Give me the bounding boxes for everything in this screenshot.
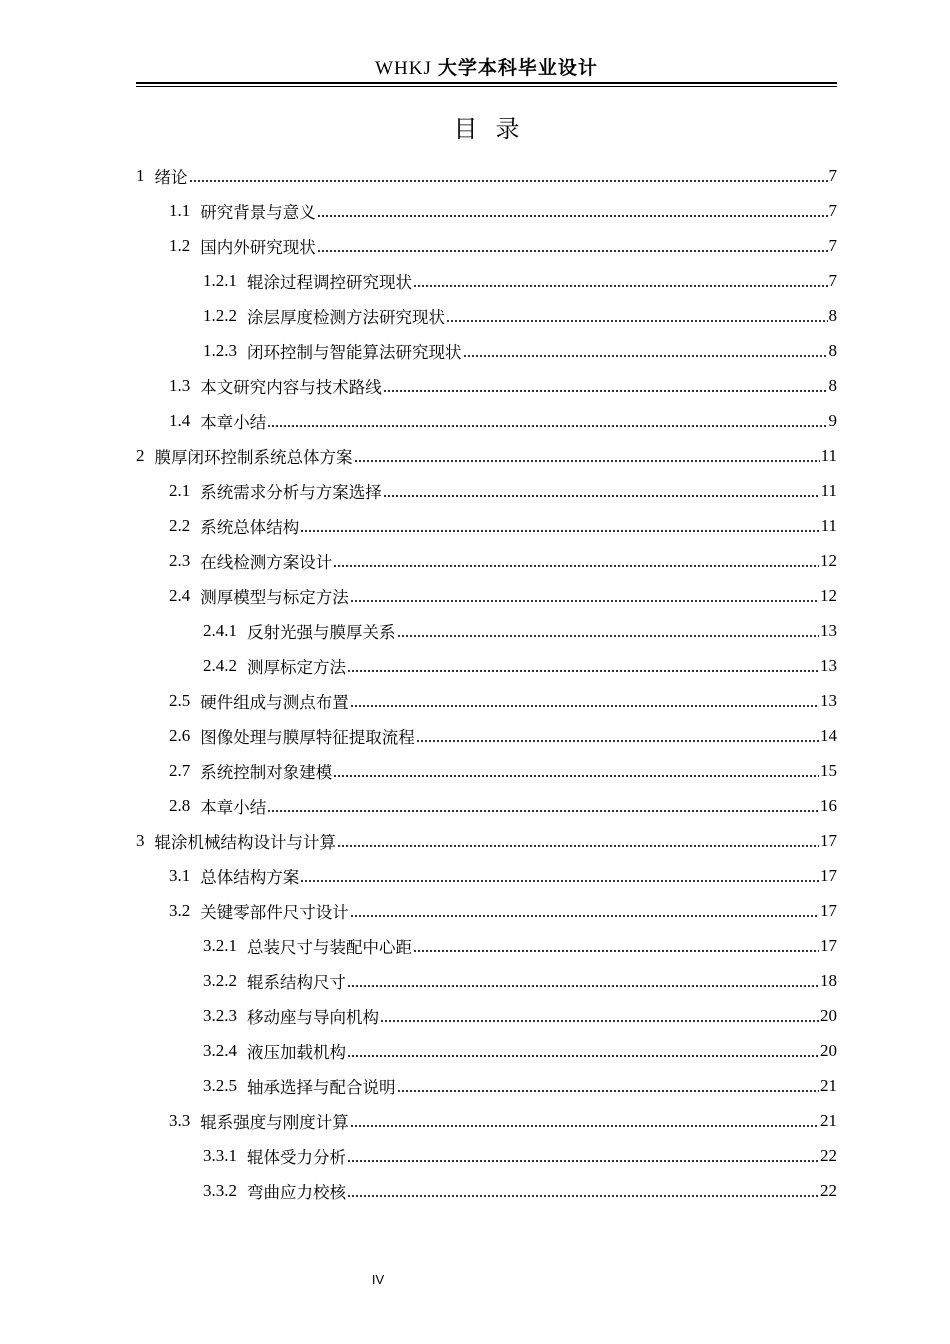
toc-entry-title: 辊体受力分析 — [247, 1147, 346, 1167]
toc-entry[interactable] — [136, 578, 837, 613]
toc-leader-dots — [347, 1182, 819, 1199]
page-number: IV — [371, 1272, 385, 1287]
toc-entry-page: 20 — [820, 1005, 837, 1025]
toc-leader-dots — [337, 832, 819, 849]
toc-leader-dots — [397, 1077, 820, 1094]
toc-entry-number: 1.3 — [169, 375, 191, 395]
toc-entry-page: 14 — [820, 725, 837, 745]
toc-entry-number: 1.2.2 — [203, 305, 237, 325]
toc-entry[interactable] — [136, 788, 837, 823]
toc-entry[interactable] — [136, 333, 837, 368]
toc-entry[interactable] — [136, 998, 837, 1033]
toc-entry-number: 2 — [136, 445, 145, 465]
toc-entry-title: 本章小结 — [200, 797, 267, 817]
toc-entry[interactable] — [136, 823, 837, 858]
toc-entry-title: 液压加载机构 — [247, 1042, 346, 1062]
toc-entry-page: 7 — [828, 165, 837, 185]
toc-leader-dots — [267, 797, 819, 814]
toc-entry-number: 3.2.4 — [203, 1040, 237, 1060]
toc-entry-number: 3.2 — [169, 900, 191, 920]
toc-entry-number: 1.2.3 — [203, 340, 237, 360]
toc-entry-title: 膜厚闭环控制系统总体方案 — [154, 447, 353, 467]
toc-entry-title: 在线检测方案设计 — [200, 552, 333, 572]
toc-entry-page: 7 — [828, 200, 837, 220]
toc-entry-title: 测厚标定方法 — [247, 657, 346, 677]
toc-entry-number: 3 — [136, 830, 145, 850]
toc-leader-dots — [397, 622, 820, 639]
toc-entry-title: 图像处理与膜厚特征提取流程 — [200, 727, 415, 747]
toc-leader-dots — [350, 692, 819, 709]
toc-entry[interactable] — [136, 368, 837, 403]
toc-entry-number: 2.7 — [169, 760, 191, 780]
toc-entry-number: 2.4.1 — [203, 620, 237, 640]
toc-entry[interactable] — [136, 683, 837, 718]
toc-entry-page: 22 — [820, 1145, 837, 1165]
toc-entry-title: 辊涂机械结构设计与计算 — [154, 832, 336, 852]
toc-entry[interactable] — [136, 718, 837, 753]
toc-entry-page: 9 — [828, 410, 837, 430]
toc-entry-title: 闭环控制与智能算法研究现状 — [247, 342, 462, 362]
toc-entry-title: 反射光强与膜厚关系 — [247, 622, 396, 642]
toc-entry-page: 17 — [820, 865, 837, 885]
toc-entry-page: 22 — [820, 1180, 837, 1200]
toc-entry-number: 1.1 — [169, 200, 191, 220]
toc-entry-page: 21 — [820, 1075, 837, 1095]
toc-entry-title: 总体结构方案 — [200, 867, 300, 887]
toc-entry-page: 8 — [828, 340, 837, 360]
toc-entry-page: 21 — [820, 1110, 837, 1130]
toc-entry-page: 12 — [820, 585, 837, 605]
toc-entry-page: 11 — [820, 480, 837, 500]
toc-leader-dots — [317, 202, 828, 219]
toc-entry-page: 17 — [820, 900, 837, 920]
toc-entry-title: 本文研究内容与技术路线 — [200, 377, 382, 397]
toc-entry-title: 系统需求分析与方案选择 — [200, 482, 382, 502]
toc-entry[interactable] — [136, 473, 837, 508]
table-of-contents — [136, 158, 837, 1208]
toc-entry-title: 测厚模型与标定方法 — [200, 587, 349, 607]
toc-entry-title: 总装尺寸与装配中心距 — [247, 937, 412, 957]
toc-entry-number: 2.4.2 — [203, 655, 237, 675]
toc-leader-dots — [383, 377, 828, 394]
toc-entry[interactable] — [136, 438, 837, 473]
toc-entry-page: 16 — [820, 795, 837, 815]
toc-entry[interactable] — [136, 858, 837, 893]
toc-entry-page: 13 — [820, 620, 837, 640]
toc-entry[interactable] — [136, 1033, 837, 1068]
toc-entry-title: 辊涂过程调控研究现状 — [247, 272, 412, 292]
toc-entry-number: 3.3 — [169, 1110, 191, 1130]
toc-entry-number: 3.2.1 — [203, 935, 237, 955]
toc-entry-title: 系统总体结构 — [200, 517, 300, 537]
toc-entry[interactable] — [136, 648, 837, 683]
toc-entry-page: 17 — [820, 935, 837, 955]
toc-entry[interactable] — [136, 1138, 837, 1173]
toc-leader-dots — [267, 412, 827, 429]
toc-entry-number: 2.3 — [169, 550, 191, 570]
toc-entry-title: 国内外研究现状 — [200, 237, 316, 257]
header-text — [136, 56, 837, 81]
toc-leader-dots — [333, 762, 819, 779]
toc-leader-dots — [189, 167, 828, 184]
header-code: WHKJ — [375, 58, 432, 79]
toc-entry-number: 3.1 — [169, 865, 191, 885]
toc-entry-title: 辊系结构尺寸 — [247, 972, 346, 992]
toc-entry-number: 2.8 — [169, 795, 191, 815]
toc-entry-number: 2.6 — [169, 725, 191, 745]
toc-leader-dots — [383, 482, 820, 499]
toc-entry[interactable] — [136, 543, 837, 578]
toc-leader-dots — [317, 237, 828, 254]
toc-leader-dots — [350, 1112, 819, 1129]
toc-entry-title: 绪论 — [154, 167, 188, 187]
page-header — [136, 56, 837, 86]
header-title: 大学本科毕业设计 — [437, 57, 598, 79]
toc-entry[interactable] — [136, 298, 837, 333]
toc-entry[interactable] — [136, 228, 837, 263]
toc-entry[interactable] — [136, 508, 837, 543]
toc-entry-page: 17 — [820, 830, 837, 850]
toc-entry-number: 1.2 — [169, 235, 191, 255]
toc-leader-dots — [347, 657, 819, 674]
toc-entry-title: 硬件组成与测点布置 — [200, 692, 349, 712]
toc-entry-number: 3.2.5 — [203, 1075, 237, 1095]
toc-entry[interactable] — [136, 1173, 837, 1208]
toc-entry[interactable] — [136, 613, 837, 648]
toc-leader-dots — [347, 1042, 819, 1059]
toc-leader-dots — [413, 272, 828, 289]
toc-leader-dots — [347, 972, 819, 989]
header-rule-thick — [136, 82, 837, 84]
toc-entry-number: 3.2.2 — [203, 970, 237, 990]
toc-entry-title: 研究背景与意义 — [200, 202, 316, 222]
toc-entry-page: 15 — [820, 760, 837, 780]
header-rule-thin — [136, 86, 837, 87]
toc-leader-dots — [416, 727, 819, 744]
toc-leader-dots — [380, 1007, 819, 1024]
toc-leader-dots — [354, 447, 820, 464]
toc-leader-dots — [347, 1147, 819, 1164]
toc-entry-page: 11 — [820, 445, 837, 465]
toc-entry[interactable] — [136, 753, 837, 788]
toc-entry[interactable] — [136, 963, 837, 998]
toc-entry-page: 7 — [828, 235, 837, 255]
toc-entry-title: 辊系强度与刚度计算 — [200, 1112, 349, 1132]
toc-leader-dots — [300, 517, 819, 534]
toc-entry-title: 涂层厚度检测方法研究现状 — [247, 307, 445, 327]
toc-entry[interactable] — [136, 893, 837, 928]
toc-entry-page: 20 — [820, 1040, 837, 1060]
toc-entry-page: 8 — [828, 305, 837, 325]
toc-entry-title: 关键零部件尺寸设计 — [200, 902, 349, 922]
toc-entry[interactable] — [136, 928, 837, 963]
toc-entry-page: 11 — [820, 515, 837, 535]
toc-entry[interactable] — [136, 1103, 837, 1138]
toc-entry-number: 1 — [136, 165, 145, 185]
toc-entry-number: 1.4 — [169, 410, 191, 430]
toc-entry[interactable] — [136, 193, 837, 228]
toc-entry-title: 系统控制对象建模 — [200, 762, 333, 782]
toc-leader-dots — [350, 587, 819, 604]
toc-leader-dots — [333, 552, 819, 569]
toc-leader-dots — [413, 937, 819, 954]
toc-entry[interactable] — [136, 158, 837, 193]
toc-entry[interactable] — [136, 1068, 837, 1103]
toc-entry-number: 2.2 — [169, 515, 191, 535]
toc-entry-page: 18 — [820, 970, 837, 990]
toc-entry-number: 3.3.1 — [203, 1145, 237, 1165]
toc-entry-title: 轴承选择与配合说明 — [247, 1077, 396, 1097]
toc-entry[interactable] — [136, 263, 837, 298]
toc-leader-dots — [350, 902, 819, 919]
toc-entry-number: 2.1 — [169, 480, 191, 500]
toc-entry-number: 3.3.2 — [203, 1180, 237, 1200]
toc-entry-number: 1.2.1 — [203, 270, 237, 290]
toc-entry-page: 7 — [828, 270, 837, 290]
toc-entry-number: 2.5 — [169, 690, 191, 710]
toc-entry-page: 13 — [820, 690, 837, 710]
toc-entry-page: 8 — [828, 375, 837, 395]
toc-entry-page: 13 — [820, 655, 837, 675]
toc-entry-page: 12 — [820, 550, 837, 570]
toc-leader-dots — [300, 867, 819, 884]
toc-leader-dots — [463, 342, 828, 359]
page-title: 目录 — [453, 115, 538, 143]
toc-entry-number: 3.2.3 — [203, 1005, 237, 1025]
toc-entry[interactable] — [136, 403, 837, 438]
toc-entry-number: 2.4 — [169, 585, 191, 605]
toc-entry-title: 移动座与导向机构 — [247, 1007, 379, 1027]
toc-entry-title: 弯曲应力校核 — [247, 1182, 346, 1202]
toc-entry-title: 本章小结 — [200, 412, 267, 432]
toc-leader-dots — [446, 307, 828, 324]
